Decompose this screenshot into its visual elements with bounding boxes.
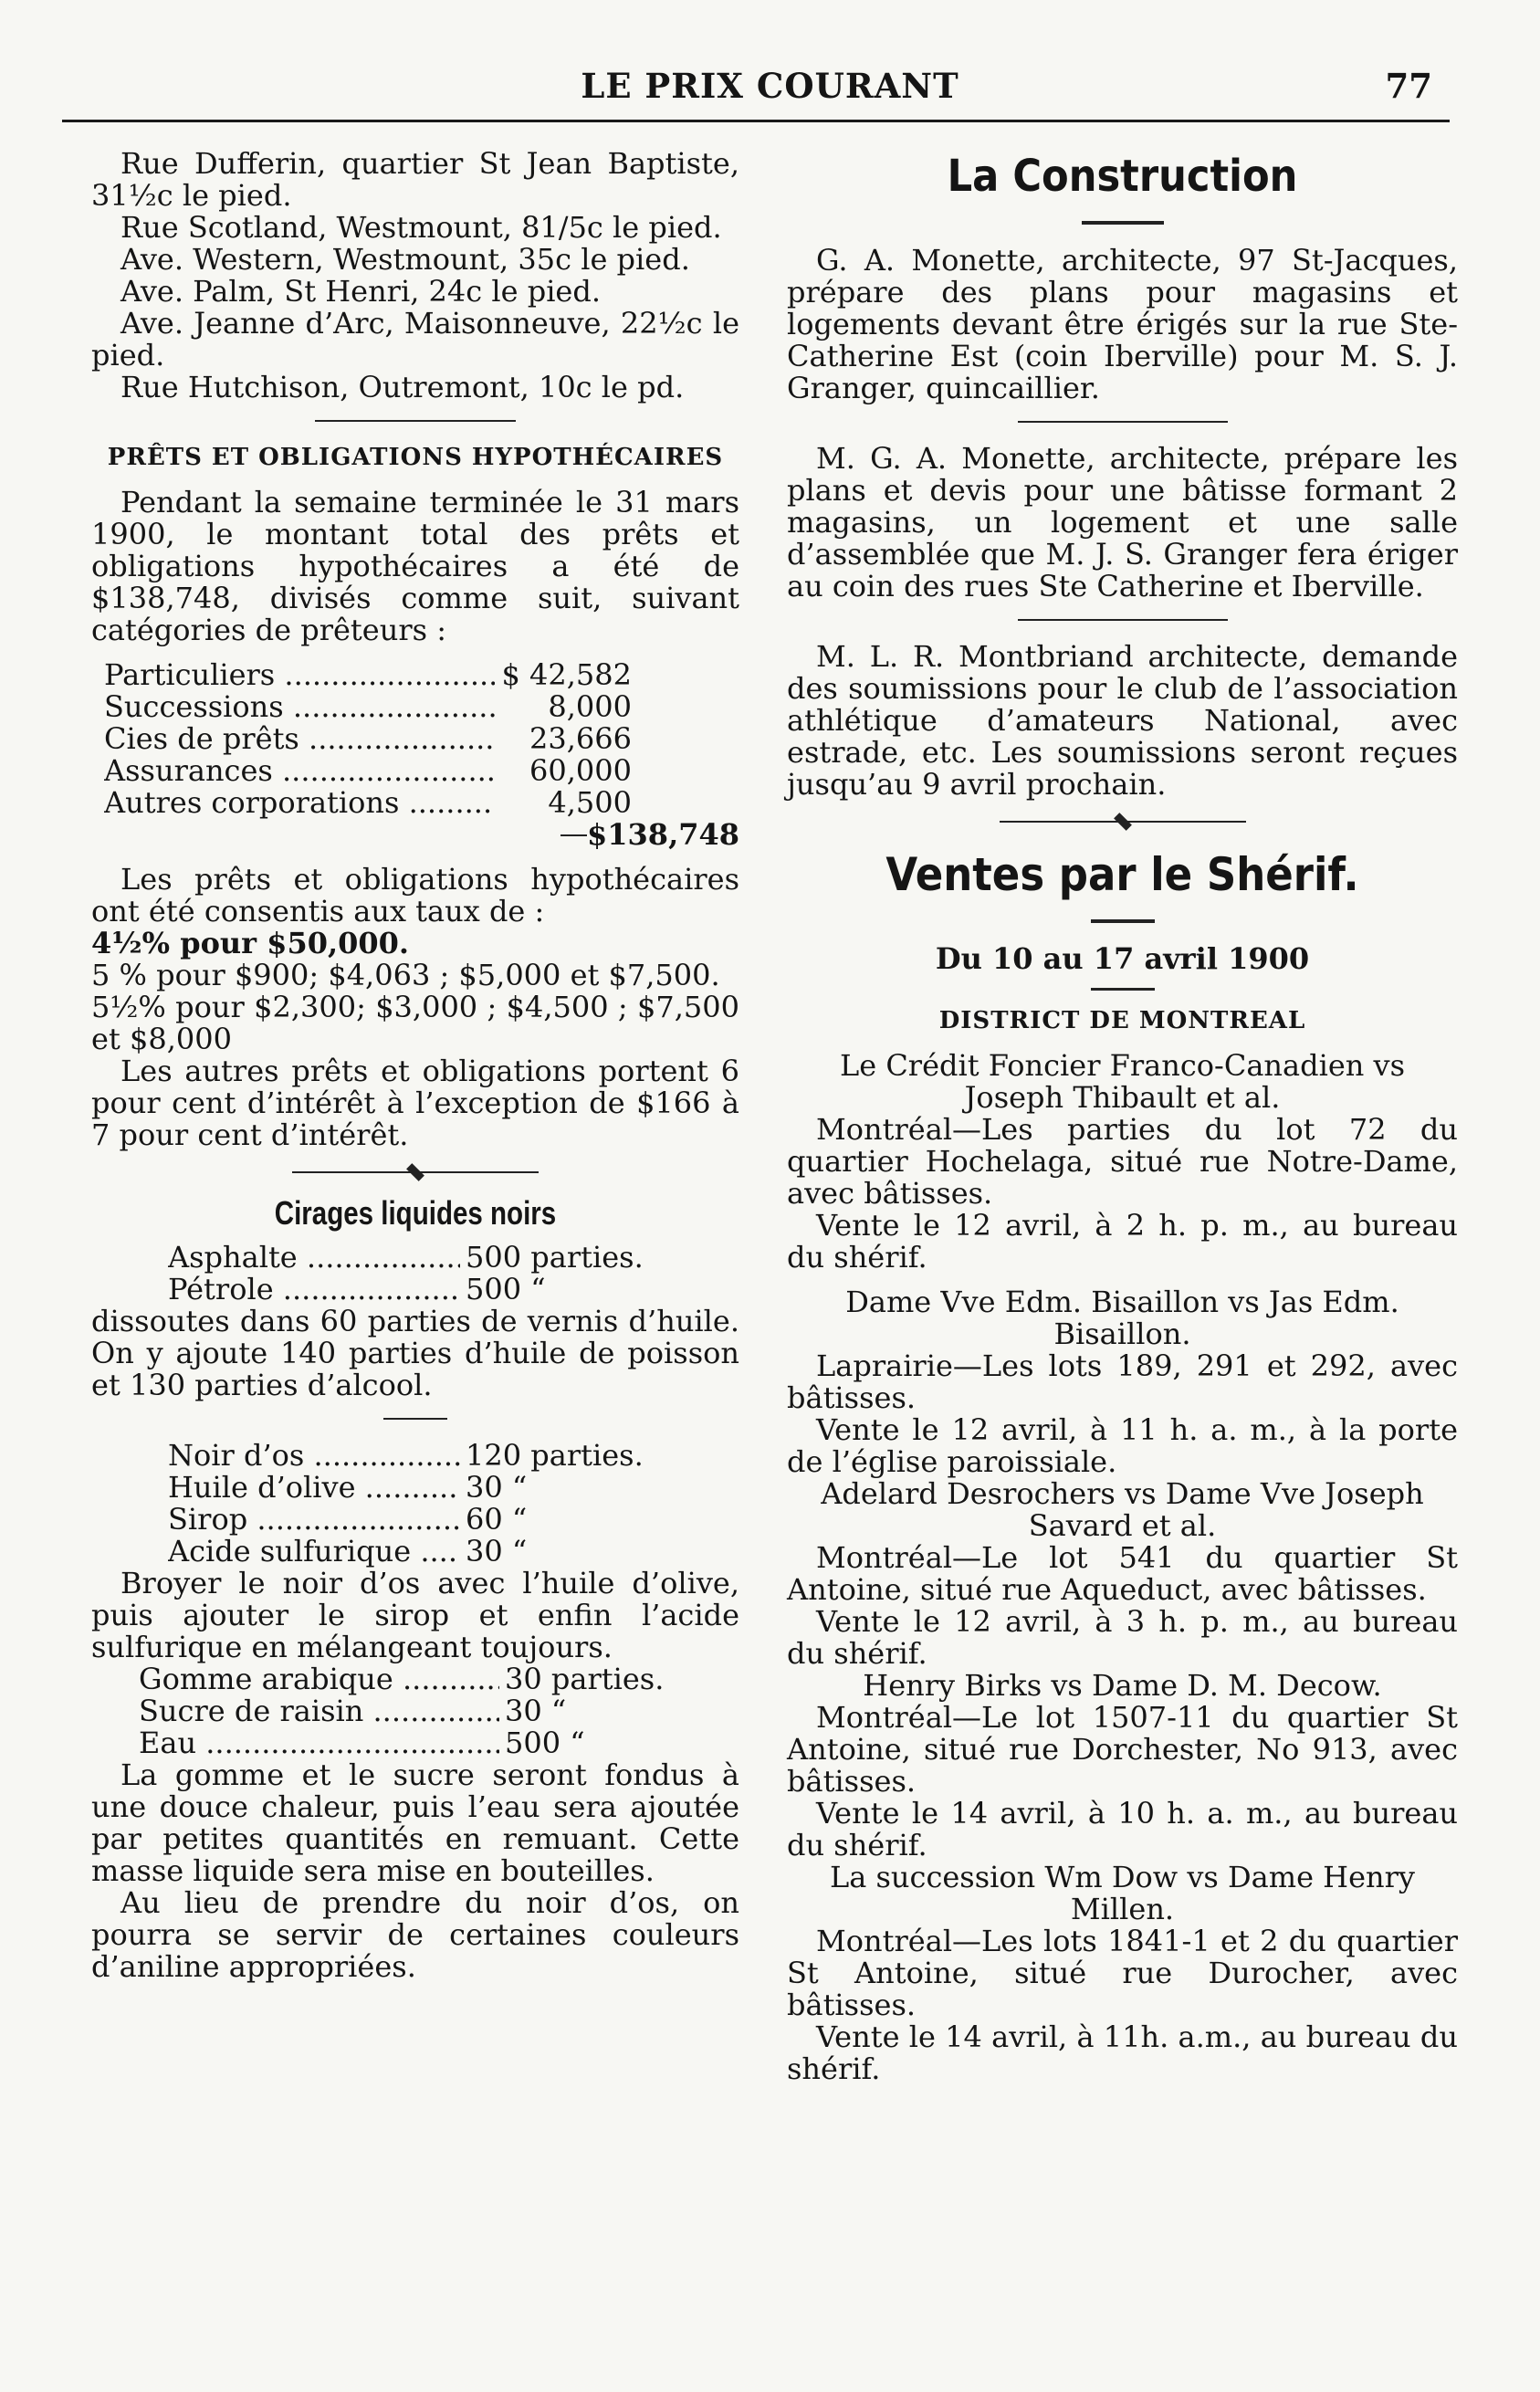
rates-intro: Les prêts et obligations hypothécaires ont été consentis aux taux de : xyxy=(91,862,739,928)
case-parties: Adelard Desrochers vs Dame Vve Joseph Savard et al. xyxy=(821,1476,1424,1543)
case-parties: La succession Wm Dow vs Dame Henry Millen. xyxy=(829,1860,1415,1926)
lender-name: Cies de prêts ..... xyxy=(104,723,495,755)
ingredient-name: Sucre de raisin ..... xyxy=(139,1695,499,1727)
ingredient-row xyxy=(168,1536,739,1568)
right-column xyxy=(787,148,1458,2085)
ingredient-row xyxy=(139,1663,739,1695)
rate-line: 5 % pour $900; $4,063 ; $5,000 et $7,500. xyxy=(91,958,720,992)
case-description: Laprairie—Les lots 189, 291 et 292, avec bâtisses. xyxy=(787,1348,1458,1415)
sale-case xyxy=(787,1862,1458,2085)
ingredient-qty: 30 “ xyxy=(466,1534,528,1568)
ingredient-row xyxy=(139,1727,739,1759)
case-parties: Henry Birks vs Dame D. M. Decow. xyxy=(863,1668,1382,1703)
lender-row xyxy=(104,723,739,755)
ornament-divider xyxy=(1000,817,1246,826)
lender-amount: 8,000 xyxy=(548,689,632,724)
sale-case xyxy=(787,1286,1458,1478)
lender-name: Assurances ..... xyxy=(104,755,495,787)
case-description: Montréal—Le lot 1507-11 du quartier St Antoine, situé rue Dorchester, No 913, avec bâtisses. xyxy=(787,1700,1458,1799)
header-rule xyxy=(62,120,1450,122)
street-line: Ave. Jeanne d’Arc, Maisonneuve, 22½c le pied. xyxy=(91,306,739,372)
district-heading: DISTRICT DE MONTREAL xyxy=(938,1007,1306,1034)
ingredient-row xyxy=(168,1440,739,1472)
construction-item: G. A. Monette, architecte, 97 St-Jacques, prépare des plans pour magasins et logements devant être érigés sur la rue Ste-Catherine Est (coin Iberville) pour M. S. J. Granger, quincaillier. xyxy=(787,243,1458,405)
ingredient-row xyxy=(168,1274,739,1306)
page-number: 77 xyxy=(1385,66,1432,106)
lender-amount: $ 42,582 xyxy=(501,657,632,692)
sale-case xyxy=(787,1050,1458,1274)
lenders-total-row xyxy=(104,819,739,851)
journal-title: LE PRIX COURANT xyxy=(581,66,959,106)
ingredient-qty: 500 “ xyxy=(466,1272,546,1306)
lender-name: Successions ..... xyxy=(104,691,495,723)
rate-line: 4½% pour $50,000. xyxy=(91,926,410,960)
lender-row xyxy=(104,755,739,787)
rate-line: 5½% pour $2,300; $3,000 ; $4,500 ; $7,500 et $8,000 xyxy=(91,990,739,1056)
ingredient-name: Pétrole ..... xyxy=(168,1274,460,1306)
total-dash xyxy=(560,834,587,836)
street-line: Rue Scotland, Westmount, 81/5c le pied. xyxy=(120,210,722,245)
ingredient-name: Huile d’olive ..... xyxy=(168,1472,460,1504)
recipe-text: dissoutes dans 60 parties de vernis d’huile. On y ajoute 140 parties d’huile de poisson et 130 parties d’alcool. xyxy=(91,1304,739,1402)
ingredient-qty: 500 “ xyxy=(505,1726,585,1760)
case-description: Montréal—Les parties du lot 72 du quartier Hochelaga, situé rue Notre-Dame, avec bâtisses. xyxy=(787,1112,1458,1211)
sherif-dates: Du 10 au 17 avril 1900 xyxy=(935,941,1310,976)
ingredient-name: Gomme arabique ..... xyxy=(139,1663,499,1695)
case-sale: Vente le 12 avril, à 11 h. a. m., à la porte de l’église paroissiale. xyxy=(787,1412,1458,1479)
lender-row xyxy=(104,691,739,723)
ingredient-name: Acide sulfurique ..... xyxy=(168,1536,460,1568)
left-column xyxy=(91,148,739,1983)
case-parties: Dame Vve Edm. Bisaillon vs Jas Edm. Bisaillon. xyxy=(845,1285,1399,1351)
ingredient-qty: 120 parties. xyxy=(466,1438,644,1473)
street-line: Ave. Palm, St Henri, 24c le pied. xyxy=(120,274,602,309)
recipe-table-1 xyxy=(168,1242,739,1306)
case-sale: Vente le 12 avril, à 2 h. p. m., au bureau du shérif. xyxy=(787,1208,1458,1275)
case-parties: Le Crédit Foncier Franco-Canadien vs Joseph Thibault et al. xyxy=(839,1048,1406,1115)
street-line: Rue Hutchison, Outremont, 10c le pd. xyxy=(120,370,685,404)
street-line: Rue Dufferin, quartier St Jean Baptiste, 31½c le pied. xyxy=(91,146,739,213)
lender-amount: 60,000 xyxy=(529,753,632,788)
title-underline xyxy=(1091,988,1155,991)
sherif-title: Ventes par le Shérif. xyxy=(885,848,1359,901)
cirages-title: Cirages liquides noirs xyxy=(274,1194,557,1232)
ingredient-qty: 500 parties. xyxy=(466,1240,644,1275)
rates-other: Les autres prêts et obligations portent 6 pour cent d’intérêt à l’exception de $166 à 7 pour cent d’intérêt. xyxy=(91,1054,739,1152)
case-sale: Vente le 12 avril, à 3 h. p. m., au bureau du shérif. xyxy=(787,1604,1458,1671)
lenders-table xyxy=(104,659,739,819)
case-description: Montréal—Les lots 1841-1 et 2 du quartier St Antoine, situé rue Durocher, avec bâtisses. xyxy=(787,1924,1458,2022)
recipe-text: Broyer le noir d’os avec l’huile d’olive, puis ajouter le sirop et enfin l’acide sulfurique en mélangeant toujours. xyxy=(91,1566,739,1664)
lender-row xyxy=(104,787,739,819)
recipe-text: Au lieu de prendre du noir d’os, on pourra se servir de certaines couleurs d’aniline appropriées. xyxy=(91,1885,739,1984)
ingredient-qty: 30 “ xyxy=(466,1470,528,1505)
ingredient-name: Asphalte ..... xyxy=(168,1242,460,1274)
section-divider xyxy=(383,1418,447,1420)
ingredient-row xyxy=(168,1472,739,1504)
ingredient-qty: 60 “ xyxy=(466,1502,528,1537)
case-description: Montréal—Le lot 541 du quartier St Antoine, situé rue Aqueduct, avec bâtisses. xyxy=(787,1540,1458,1607)
ingredient-row xyxy=(168,1242,739,1274)
construction-item: M. G. A. Monette, architecte, prépare les plans et devis pour une bâtisse formant 2 magasins, un logement et une salle d’assemblée que M. J. S. Granger fera ériger au coin des rues Ste Catherine et Iberville. xyxy=(787,441,1458,603)
case-sale: Vente le 14 avril, à 10 h. a. m., au bureau du shérif. xyxy=(787,1796,1458,1862)
section-divider xyxy=(315,420,516,422)
section-divider xyxy=(1018,421,1228,423)
ingredient-name: Eau ..... xyxy=(139,1727,499,1759)
loans-heading: PRÊTS ET OBLIGATIONS HYPOTHÉCAIRES xyxy=(107,444,724,471)
recipe-text: La gomme et le sucre seront fondus à une douce chaleur, puis l’eau sera ajoutée par petites quantités en remuant. Cette masse liquide sera mise en bouteilles. xyxy=(91,1757,739,1888)
street-prices xyxy=(91,148,739,404)
sale-case xyxy=(787,1670,1458,1862)
lender-name: Autres corporations ..... xyxy=(104,787,495,819)
construction-item: M. L. R. Montbriand architecte, demande des soumissions pour le club de l’association athlétique d’amateurs National, avec estrade, etc. Les soumissions seront reçues jusqu’au 9 avril prochain. xyxy=(787,639,1458,802)
ingredient-qty: 30 parties. xyxy=(505,1662,665,1696)
ingredient-row xyxy=(139,1695,739,1727)
lenders-total: $138,748 xyxy=(587,817,739,852)
recipe-table-3 xyxy=(139,1663,739,1759)
construction-title: La Construction xyxy=(947,151,1298,202)
sale-case xyxy=(787,1478,1458,1670)
lender-amount: 23,666 xyxy=(529,721,632,756)
recipe-table-2 xyxy=(168,1440,739,1568)
lender-amount: 4,500 xyxy=(548,785,632,820)
loans-intro: Pendant la semaine terminée le 31 mars 1900, le montant total des prêts et obligations hypothécaires a été de $138,748, divisés comme suit, suivant catégories de prêteurs : xyxy=(91,485,739,647)
title-underline xyxy=(1091,919,1155,923)
case-sale: Vente le 14 avril, à 11h. a.m., au bureau du shérif. xyxy=(787,2020,1458,2086)
lender-row xyxy=(104,659,739,691)
ingredient-qty: 30 “ xyxy=(505,1694,567,1728)
section-divider xyxy=(1018,619,1228,621)
ingredient-name: Sirop ..... xyxy=(168,1504,460,1536)
ingredient-name: Noir d’os ..... xyxy=(168,1440,460,1472)
street-line: Ave. Western, Westmount, 35c le pied. xyxy=(120,242,690,277)
ornament-divider xyxy=(292,1168,539,1177)
lender-name: Particuliers ..... xyxy=(104,659,495,691)
title-underline xyxy=(1082,221,1164,225)
ingredient-row xyxy=(168,1504,739,1536)
